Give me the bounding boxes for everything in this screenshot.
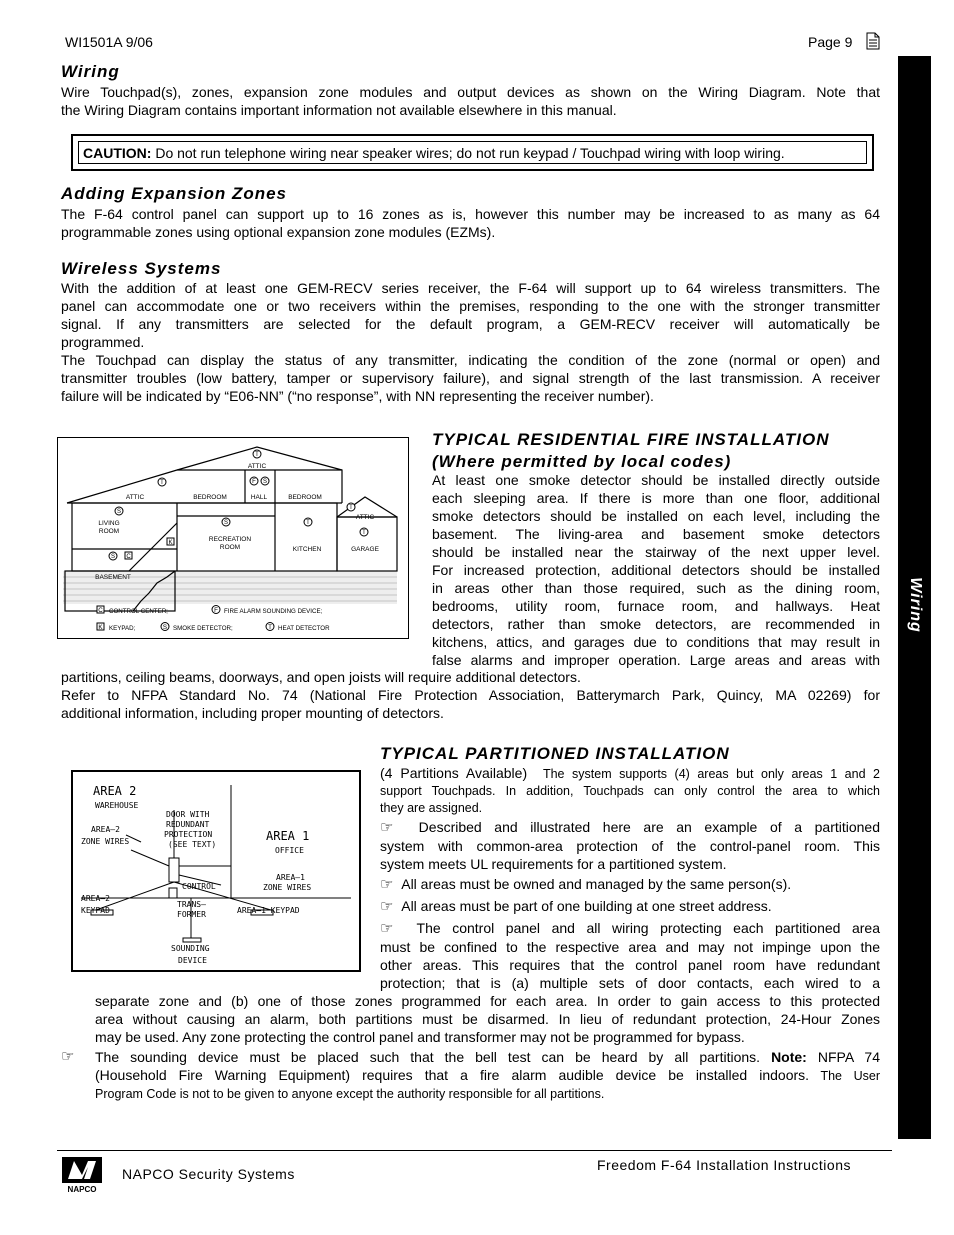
svg-text:T: T xyxy=(349,505,353,511)
room-label-living-room: ROOM xyxy=(98,528,120,535)
transformer-label-2: FORMER xyxy=(177,910,206,919)
door-label-1: DOOR WITH xyxy=(166,810,210,819)
svg-text:F: F xyxy=(252,479,256,485)
room-label-recreation-room: ROOM xyxy=(219,544,241,551)
fire-subheading: (Where permitted by local codes) xyxy=(432,452,732,471)
room-label-recreation: RECREATION xyxy=(208,536,252,543)
svg-text:S: S xyxy=(262,479,268,485)
svg-text:T: T xyxy=(160,480,164,486)
expansion-heading: Adding Expansion Zones xyxy=(61,184,288,203)
partition-sub: (4 Partitions Available) The system supports (4) areas but only areas 1 and 2 support Touchpads. In addition, Touchpads can only control the area to which they are assigned. xyxy=(380,765,880,815)
room-label-attic-left: ATTIC xyxy=(125,494,145,501)
partition-bullet-4-continued: separate zone and (b) one of those zones programmed for each area. In order to gain access to this protected area without causing an alarm, both partitions must be disarmed. In lieu of redundant protection, 24-Hour Zones may be used. Any zone protecting the control panel and transformer may not be programmed for bypass. xyxy=(95,993,880,1045)
office-label: OFFICE xyxy=(275,846,304,855)
smoke-detector-icon xyxy=(222,518,230,526)
fire-paragraph: At least one smoke detector should be installed directly outside each sleeping area. If there is more than one floor, additional smoke detectors should be installed on each level, including the basement. The living-area and basement smoke detectors should be installed near the stairway of the next upper level. For increased protection, additional detectors should be installed in areas other than those required, such as the dining room, bedrooms, utility room, furnace room, and hallways. Heat detectors, rather than smoke detectors, are recommended in kitchens, attics, and garages due to conditions that may result in false alarms and improper operation. Large areas and areas with xyxy=(432,472,880,668)
partition-bullet-3: ☞ All areas must be part of one building at one street address. xyxy=(380,898,772,915)
control-center-icon xyxy=(125,552,132,560)
svg-text:T: T xyxy=(268,624,272,631)
smoke-detector-icon xyxy=(115,507,123,515)
svg-text:K: K xyxy=(98,624,103,631)
warehouse-label: WAREHOUSE xyxy=(95,801,139,810)
sounding-device-icon xyxy=(250,477,258,485)
legend-heat-detector: HEAT DETECTOR xyxy=(278,625,330,632)
transformer-label-1: TRANS— xyxy=(177,900,206,909)
sounding-label-2: DEVICE xyxy=(178,956,207,965)
svg-text:NAPCO: NAPCO xyxy=(67,1185,97,1193)
room-label-attic-top: ATTIC xyxy=(247,463,267,470)
wiring-paragraph: Wire Touchpad(s), zones, expansion zone modules and output devices as shown on the Wiring Diagram. Note that the Wiring Diagram contains important information not available elsewhere in this manual. xyxy=(61,84,880,118)
heat-detector-icon xyxy=(158,478,166,486)
caution-box xyxy=(71,134,874,171)
area-2-zone-label-1: AREA—2 xyxy=(91,825,120,834)
partition-bullet-4: ☞ The control panel and all wiring protecting each partitioned area must be confined to the respective area and may not impinge upon the other areas. This requires that the control panel room have redundant protection; that is (a) multiple sets of door contacts, each wired to a xyxy=(380,920,881,991)
svg-text:C: C xyxy=(126,554,131,560)
svg-text:S: S xyxy=(110,554,116,560)
room-label-bedroom-1: BEDROOM xyxy=(193,494,227,501)
svg-text:T: T xyxy=(362,530,366,536)
wireless-paragraph: With the addition of at least one GEM-RECV series receiver, the F-64 will support up to 64 wireless transmitters. The panel can accommodate one or two receivers within the premises, responding to the one with the stronger transmitter signal. If any transmitters are selected for the default program, a GEM-RECV receiver will automatically be programmed. The Touchpad can display the status of any transmitter, indicating the condition of the zone (normal or open) and transmitter troubles (low battery, tamper or supervisory failure), and signal strength of the last transmission. A receiver failure will be indicated by “E06-NN” (“no response”, with NN representing the receiver number). xyxy=(61,280,880,404)
legend-control-center: CONTROL CENTER; xyxy=(109,608,168,615)
partition-heading: TYPICAL PARTITIONED INSTALLATION xyxy=(380,744,730,763)
room-label-hall: HALL xyxy=(250,494,268,501)
svg-text:S: S xyxy=(162,624,168,631)
page-number: Page 9 xyxy=(808,34,853,50)
room-label-bedroom-2: BEDROOM xyxy=(288,494,322,501)
napco-logo xyxy=(60,1155,104,1193)
legend-keypad: KEYPAD; xyxy=(109,625,136,632)
footer-title: Freedom F-64 Installation Instructions xyxy=(597,1157,851,1173)
wiring-heading: Wiring xyxy=(61,62,120,81)
svg-text:S: S xyxy=(116,509,122,515)
pointing-hand-icon: ☞ xyxy=(61,1048,75,1065)
smoke-detector-icon xyxy=(261,477,269,485)
svg-text:T: T xyxy=(306,520,310,526)
caution-label: CAUTION: xyxy=(83,145,152,161)
legend-sounding-device: FIRE ALARM SOUNDING DEVICE; xyxy=(224,608,323,615)
pointing-hand-icon: ☞ xyxy=(380,876,394,893)
area-2-keypad-label-1: AREA—2 xyxy=(81,894,110,903)
room-label-attic-garage: ATTIC xyxy=(355,514,375,521)
room-label-kitchen: KITCHEN xyxy=(292,546,322,553)
fire-paragraph-continued: partitions, ceiling beams, doorways, and open joists will require additional detectors. Refer to NFPA Standard No. 74 (National Fire Protection Association, Batterymarch Park, Quincy, MA 02269) for additional information, including proper mounting of detectors. xyxy=(61,669,880,721)
svg-text:F: F xyxy=(214,607,218,614)
partition-bullet-5: The sounding device must be placed such that the bell test can be heard by all partitions. Note: NFPA 74 (Household Fire Warning Equipment) requires that a fire alarm audible device be installed indoors. The User Program Code is not to be given to anyone except the authority responsible for all partitions. xyxy=(95,1049,881,1101)
area-1-label: AREA 1 xyxy=(266,829,310,843)
room-label-basement: BASEMENT xyxy=(95,574,131,581)
footer-company: NAPCO Security Systems xyxy=(122,1166,295,1182)
heat-detector-icon xyxy=(360,528,368,536)
svg-text:S: S xyxy=(223,520,229,526)
door-label-2: REDUNDANT xyxy=(166,820,210,829)
control-label: CONTROL xyxy=(182,882,216,891)
pointing-hand-icon: ☞ xyxy=(380,819,394,836)
door-label-3: PROTECTION xyxy=(164,830,213,839)
keypad-icon xyxy=(167,538,174,546)
door-label-4: (SEE TEXT) xyxy=(168,840,217,849)
wireless-heading: Wireless Systems xyxy=(61,259,222,278)
fire-installation-diagram xyxy=(57,437,409,639)
svg-text:T: T xyxy=(255,452,259,458)
room-label-garage: GARAGE xyxy=(351,546,379,553)
caution-text: Do not run telephone wiring near speaker wires; do not run keypad / Touchpad wiring with loop wiring. xyxy=(151,145,785,161)
svg-text:K: K xyxy=(168,540,173,546)
smoke-detector-icon xyxy=(109,552,117,560)
expansion-paragraph: The F-64 control panel can support up to 16 zones as is, however this number may be increased to as many as 64 programmable zones using optional expansion zone modules (EZMs). xyxy=(61,206,880,240)
sidebar-label: Wiring xyxy=(906,577,924,633)
partition-bullet-1: ☞ Described and illustrated here are an example of a partitioned system with common-area protection of the control-panel room. This system meets UL requirements for a partitioned system. xyxy=(380,819,880,872)
area-2-zone-label-2: ZONE WIRES xyxy=(81,837,130,846)
area-2-label: AREA 2 xyxy=(93,784,137,798)
partition-bullet-2: ☞ All areas must be owned and managed by the same person(s). xyxy=(380,876,792,893)
svg-text:C: C xyxy=(98,607,103,614)
room-label-living: LIVING xyxy=(98,520,120,527)
area-1-zone-label-2: ZONE WIRES xyxy=(263,883,312,892)
legend-smoke-detector: SMOKE DETECTOR; xyxy=(173,625,233,632)
pointing-hand-icon: ☞ xyxy=(380,898,394,915)
area-1-zone-label-1: AREA—1 xyxy=(276,873,305,882)
partition-diagram xyxy=(71,770,361,972)
sounding-label-1: SOUNDING xyxy=(171,944,210,953)
heat-detector-icon xyxy=(304,518,312,526)
heat-detector-icon xyxy=(253,450,261,458)
area-1-keypad-label: AREA—1 KEYPAD xyxy=(237,906,300,915)
footer-rule xyxy=(57,1150,892,1151)
heat-detector-icon xyxy=(347,503,355,511)
document-id: WI1501A 9/06 xyxy=(65,34,153,50)
pointing-hand-icon: ☞ xyxy=(380,920,394,937)
fire-heading: TYPICAL RESIDENTIAL FIRE INSTALLATION xyxy=(432,430,830,449)
document-icon xyxy=(866,32,880,50)
area-2-keypad-label-2: KEYPAD xyxy=(81,906,110,915)
